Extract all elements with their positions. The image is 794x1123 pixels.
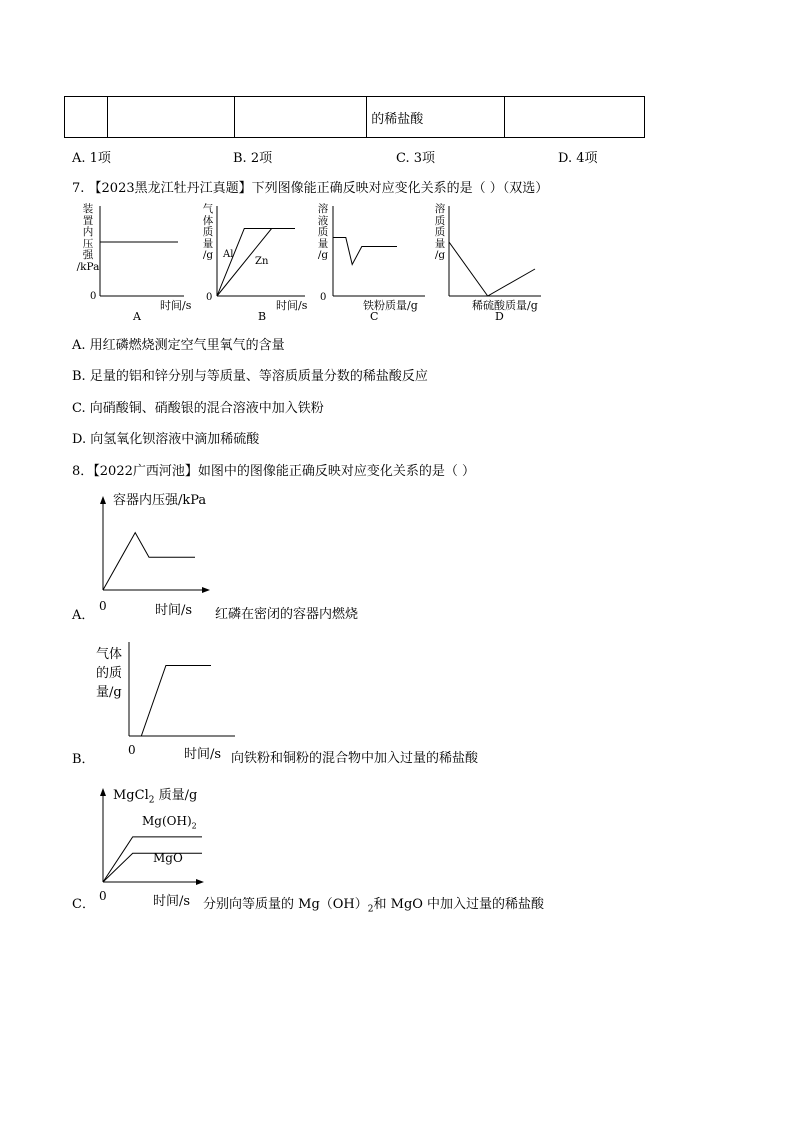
series-line (449, 242, 535, 296)
q8-graph-c-plot (95, 784, 210, 888)
q6-option-d: D. 4项 (558, 151, 598, 166)
q7-graph-b-origin: 0 (206, 292, 213, 303)
q7-graph-a-plot (96, 200, 186, 300)
q7-graph-a-xlabel: 时间/s (160, 299, 192, 312)
q7-graph-c-ylabel: 溶 液 质 量 /g (317, 203, 329, 261)
x-axis-arrow (196, 879, 204, 885)
q7-graph-d-xlabel: 稀硫酸质量/g (472, 299, 538, 312)
q8-graph-c-label-mgo: MgO (153, 851, 183, 865)
q8-graph-b-ylabel: 气体 的质 量/g (96, 647, 123, 700)
table-row (65, 97, 645, 138)
q8-graph-a-plot (95, 492, 215, 596)
q8-stem: 8．【2022广西河池】如图中的图像能正确反映对应变化关系的是（ ） (72, 464, 475, 479)
q7-graph-c-xlabel: 铁粉质量/g (363, 299, 418, 312)
q7-graph-b-letter: B (258, 310, 267, 323)
q8-graph-c-origin: 0 (99, 889, 107, 903)
q8-option-b-desc: 向铁粉和铜粉的混合物中加入过量的稀盐酸 (231, 751, 479, 766)
q8-graph-c-xlabel: 时间/s (153, 894, 191, 909)
q8-option-b-letter: B． (72, 752, 95, 767)
q7-graph-b-xlabel: 时间/s (276, 299, 308, 312)
q7-graph-b-ylabel: 气 体 质 量 /g (202, 203, 214, 261)
q7-option-d: D. 向氢氧化钡溶液中滴加稀硫酸 (72, 432, 260, 447)
q7-graph-c-origin: 0 (320, 292, 327, 303)
q7-graph-b-label-zn: Zn (255, 256, 269, 267)
q7-graph-a-letter: A (133, 310, 141, 323)
q8-option-a-letter: A． (72, 608, 95, 623)
y-axis-arrow (100, 496, 106, 504)
q6-option-a: A. 1项 (72, 151, 111, 166)
q8-graph-b-plot (125, 640, 240, 742)
q7-option-a: A. 用红磷燃烧测定空气里氧气的含量 (72, 338, 285, 353)
q7-graph-d-ylabel: 溶 质 质 量 /g (434, 203, 446, 261)
table-cell (505, 97, 645, 138)
series-line (103, 533, 195, 590)
q7-stem: 7. 【2023黑龙江牡丹江真题】下列图像能正确反映对应变化关系的是（ ）（双选） (72, 181, 549, 196)
q7-option-c: C. 向硝酸铜、硝酸银的混合溶液中加入铁粉 (72, 401, 324, 416)
q7-graph-d-plot (445, 200, 545, 300)
q7-option-b: B. 足量的铝和锌分别与等质量、等溶质质量分数的稀盐酸反应 (72, 369, 428, 384)
q8-graph-c-ylabel: MgCl$_2$ 质量/g (113, 788, 198, 806)
q8-graph-c-label-mgoh2: $Mg(OH)_2$ (142, 814, 197, 831)
q7-graph-c-plot (329, 200, 429, 300)
q8-graph-a-ylabel: 容器内压强/kPa (113, 493, 207, 508)
q8-option-a-desc: 红磷在密闭的容器内燃烧 (215, 607, 359, 622)
series-line (129, 666, 211, 737)
q6-option-c: C. 3项 (396, 151, 436, 166)
x-axis-arrow (202, 587, 210, 593)
y-axis-arrow (100, 788, 106, 796)
answer-table (64, 96, 645, 138)
q8-option-c-desc: 分别向等质量的 $Mg(OH)_2$和 MgO 中加入过量的稀盐酸 (203, 897, 545, 915)
q8-graph-a-xlabel: 时间/s (155, 603, 193, 618)
q7-graph-c-letter: C (370, 310, 379, 323)
table-cell (235, 97, 367, 138)
q7-graph-a-origin: 0 (90, 291, 97, 302)
q8-graph-b-origin: 0 (128, 743, 136, 757)
table-cell: 的稀盐酸 (367, 97, 505, 138)
table-cell (65, 97, 108, 138)
q8-graph-a-origin: 0 (99, 599, 107, 613)
q8-option-c-letter: C． (72, 897, 95, 912)
q8-graph-b-xlabel: 时间/s (184, 747, 222, 762)
q7-graph-b-label-al: Al (223, 249, 234, 260)
q7-graph-d-letter: D (495, 310, 504, 323)
table-cell (107, 97, 235, 138)
q7-graph-a-ylabel: 装 置 内 压 强 /kPa (76, 203, 100, 273)
q6-option-b: B. 2项 (233, 151, 273, 166)
series-line (333, 238, 397, 265)
